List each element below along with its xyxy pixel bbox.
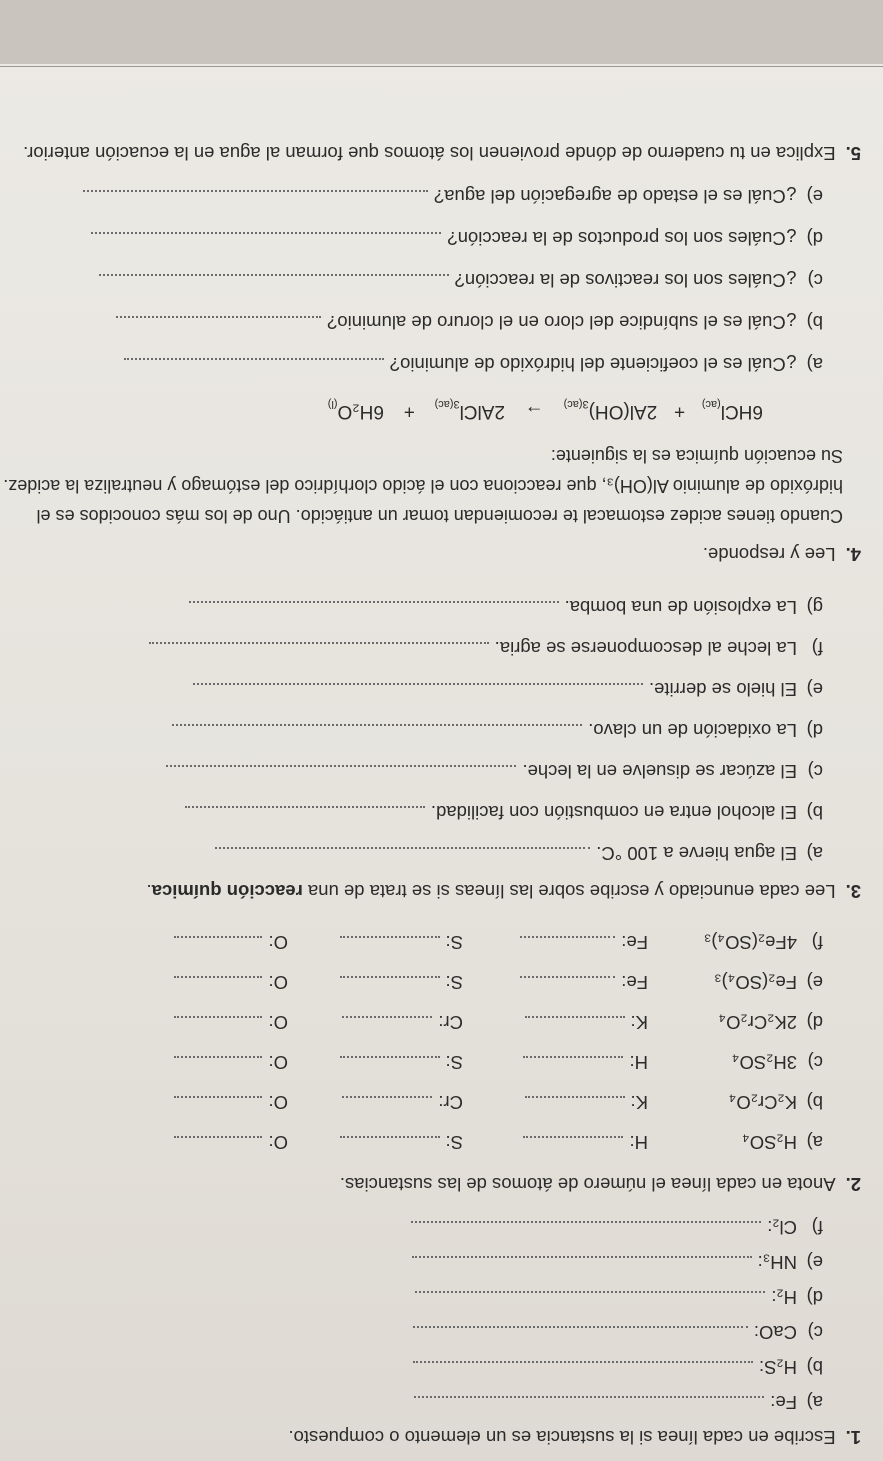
q2-prompt [340, 1172, 861, 1196]
answer-line[interactable] [340, 936, 440, 952]
answer-line[interactable] [83, 190, 428, 206]
q1-item-d: d)H₂: [415, 1285, 823, 1309]
q4-item-c: c)¿Cuáles son los reactivos de la reacción? [99, 268, 823, 292]
q2-item-b: b)K₂Cr₂O₄ [728, 1092, 823, 1113]
q1-item-a: a)Fe: [414, 1390, 823, 1414]
q3-item-f: f)La leche al descomponerse se agria. [149, 636, 823, 660]
answer-line[interactable] [149, 642, 489, 658]
q1-item-b: b)H₂S: [413, 1355, 823, 1379]
answer-line[interactable] [185, 806, 425, 822]
page-edge [0, 66, 883, 67]
answer-line[interactable] [116, 316, 321, 332]
q1-number: 1. [845, 1427, 861, 1448]
answer-line[interactable] [166, 765, 516, 781]
q2-item-f: f)4Fe₂(SO₄)₃ [703, 932, 823, 953]
answer-line[interactable] [91, 232, 441, 248]
answer-line[interactable] [525, 1096, 625, 1112]
answer-line[interactable] [174, 1056, 262, 1072]
q1-item-f: f)Cl₂: [411, 1215, 823, 1239]
answer-line[interactable] [413, 1361, 753, 1377]
answer-line[interactable] [193, 683, 643, 699]
answer-line[interactable] [524, 1056, 624, 1072]
answer-line[interactable] [189, 601, 559, 617]
q1-item-c: c)CaO: [413, 1320, 823, 1344]
answer-line[interactable] [525, 1016, 625, 1032]
answer-line[interactable] [124, 358, 384, 374]
answer-line[interactable] [174, 1096, 262, 1112]
q1-prompt [288, 1425, 861, 1449]
answer-line[interactable] [413, 1326, 748, 1342]
q3-item-g: g)La explosión de una bomba. [189, 595, 823, 619]
answer-line[interactable] [520, 936, 615, 952]
q2-item-d: d)2K₂Cr₂O₄ [718, 1012, 823, 1033]
q2-item-a: a)H₂SO₄ [742, 1132, 823, 1153]
answer-line[interactable] [412, 1256, 752, 1272]
answer-line[interactable] [215, 847, 590, 863]
answer-line[interactable] [174, 1136, 262, 1152]
q3-item-b: b)El alcohol entra en combustión con facilidad. [185, 800, 823, 824]
worksheet-sheet: 1.Escribe en cada línea si la sustancia es un elemento o compuesto. a)Fe: b)H₂S: c)CaO: d)H₂: e)NH₃: f)Cl₂: 2.Anota en cada línea el número de átomos de las sustancias. a)H₂SO₄ H: S: O: b)K₂Cr₂O₄ K: Cr: O: c)3H₂SO₄ H: S: O: d)2K₂Cr₂O₄ K: Cr: O: e)Fe₂(SO₄)₃ Fe: S: O: f)4Fe₂(SO₄)₃ Fe: S: O: 3.Lee cada enunciado y escribe sobre las líneas si se trata de una reacción química. a)El agua hierve a 100 °C. b)El alcohol entra en combustión con facilidad. c)El azúcar se disuelve en la leche. d)La oxidación de un clavo. e)El hielo se derrite. f)La leche al descomponerse se agria. g)La explosión de una bomba. 4.Lee y responde. Cuando tienes acidez estomacal te recomiendan tomar un antiácido. Uno de los más conocidos es el hidróxido de aluminio Al(OH)₃, que reacciona con el ácido clorhídrico del estómago y neutraliza la acidez. Su ecuación química es la siguiente: $6HCl_{(ac)} + 2Al(OH)_{3(ac)}$ → 2AlCl$_{3(ac)}$ + $6H_2O_{(l)}$ a)¿Cuál es el coeficiente del hidróxido de aluminio? b)¿Cuál es el subíndice del cloro en el cloruro de aluminio? c)¿Cuáles son los reactivos de la reacción? d)¿Cuáles son los productos de la reacción? e)¿Cuál es el estado de agregación del agua? 5.Explica en tu cuaderno de dónde provienen los átomos que forman al agua en la ecuación anterior. [3, 143, 861, 1448]
answer-line[interactable] [411, 1221, 761, 1237]
answer-line[interactable] [174, 1016, 262, 1032]
answer-line[interactable] [520, 976, 615, 992]
q4-paragraph-line-2: hidróxido de aluminio Al(OH)₃, que reacciona con el ácido clorhídrico del estómago y neutraliza la acidez. [3, 476, 843, 496]
q4-paragraph-line-3: Su ecuación química es la siguiente: [550, 446, 843, 466]
q4-item-e: e)¿Cuál es el estado de agregación del agua? [83, 184, 823, 208]
q4-prompt-text: Lee y responde. [702, 544, 836, 565]
answer-line[interactable] [340, 976, 440, 992]
q1-prompt-text: Escribe en cada línea si la sustancia es un elemento o compuesto. [288, 1427, 836, 1448]
q4-number: 4. [845, 544, 861, 565]
photo-background [0, 0, 883, 64]
q3-prompt: 3.Lee cada enunciado y escribe sobre las líneas si se trata de una reacción química. [146, 881, 861, 902]
q5-prompt [23, 141, 861, 165]
q3-item-c: c)El azúcar se disuelve en la leche. [166, 759, 823, 783]
answer-line[interactable] [174, 936, 262, 952]
answer-line[interactable] [340, 1056, 440, 1072]
q4-prompt [703, 542, 861, 566]
answer-line[interactable] [99, 274, 449, 290]
q4-paragraph-line-1: Cuando tienes acidez estomacal te recomiendan tomar un antiácido. Uno de los más conocidos es el [36, 506, 843, 526]
answer-line[interactable] [415, 1291, 765, 1307]
q4-item-b: b)¿Cuál es el subíndice del cloro en el cloruro de aluminio? [116, 310, 823, 334]
q4-item-d: d)¿Cuáles son los productos de la reacción? [91, 226, 823, 250]
q5-number: 5. [845, 143, 861, 164]
answer-line[interactable] [172, 724, 582, 740]
answer-line[interactable] [524, 1136, 624, 1152]
reaction-arrow: → [524, 401, 544, 422]
q5-prompt-text: Explica en tu cuaderno de dónde provienen los átomos que forman al agua en la ecuación anterior. [23, 143, 836, 164]
q1-item-e: e)NH₃: [412, 1250, 823, 1274]
q2-item-e: e)Fe₂(SO₄)₃ [714, 972, 823, 993]
answer-line[interactable] [414, 1396, 764, 1412]
q3-item-a: a)El agua hierve a 100 °C. [215, 841, 823, 865]
q3-item-e: e)El hielo se derrite. [193, 677, 823, 701]
q3-item-d: d)La oxidación de un clavo. [172, 718, 823, 742]
q2-prompt-text: Anota en cada línea el número de átomos de las sustancias. [339, 1174, 836, 1195]
q3-number: 3. [845, 881, 861, 902]
q4-item-a: a)¿Cuál es el coeficiente del hidróxido de aluminio? [124, 352, 823, 376]
chemical-equation: $6HCl_{(ac)} + 2Al(OH)_{3(ac)}$ → 2AlCl$_{3(ac)}$ + $6H_2O_{(l)}$ [327, 398, 763, 422]
answer-line[interactable] [340, 1136, 440, 1152]
q2-number: 2. [845, 1174, 861, 1195]
answer-line[interactable] [174, 976, 262, 992]
answer-line[interactable] [342, 1016, 432, 1032]
q2-item-c: c)3H₂SO₄ [731, 1052, 823, 1073]
answer-line[interactable] [342, 1096, 432, 1112]
